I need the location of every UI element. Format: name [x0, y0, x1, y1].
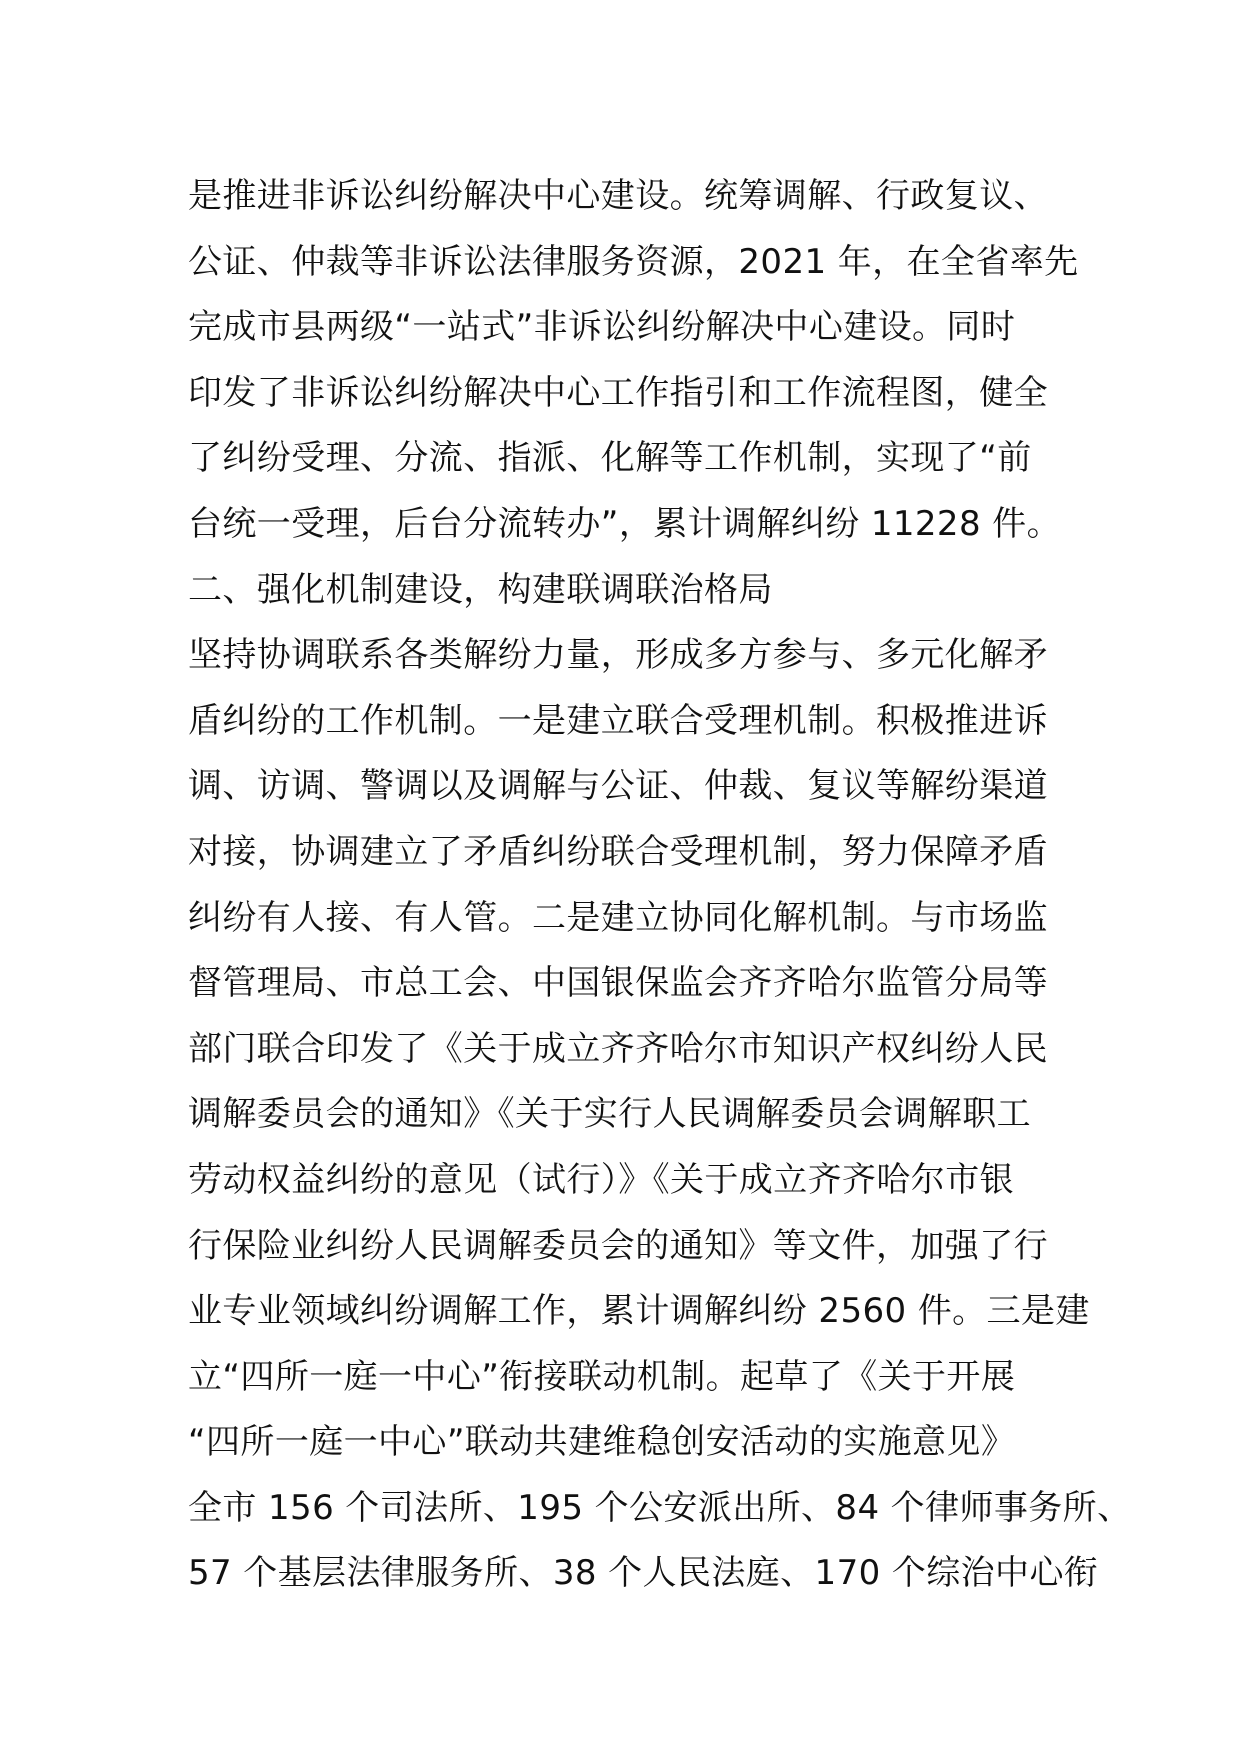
text-line: 57 个基层法律服务所、38 个人民法庭、170 个综治中心衔 [188, 1553, 1099, 1594]
text-line: 全市 156 个司法所、195 个公安派出所、84 个律师事务所、 [188, 1487, 1132, 1528]
text-line: 公证、仲裁等非诉讼法律服务资源，2021 年，在全省率先 [188, 241, 1079, 282]
text-line: 业专业领域纠纷调解工作，累计调解纠纷 2560 件。三是建 [188, 1291, 1090, 1332]
text-line: 是推进非诉讼纠纷解决中心建设。统筹调解、行政复议、 [188, 176, 1048, 216]
text-line: 盾纠纷的工作机制。一是建立联合受理机制。积极推进诉 [188, 700, 1048, 741]
text-line: 对接，协调建立了矛盾纠纷联合受理机制，努力保障矛盾 [188, 831, 1048, 872]
text-line: 坚持协调联系各类解纷力量，形成多方参与、多元化解矛 [188, 635, 1048, 676]
text-line: 了纠纷受理、分流、指派、化解等工作机制，实现了“前 [188, 438, 1032, 479]
text-line: 纠纷有人接、有人管。二是建立协同化解机制。与市场监 [188, 897, 1048, 938]
text-line: “四所一庭一中心”联动共建维稳创安活动的实施意见》 [188, 1422, 1016, 1463]
text-line: 督管理局、市总工会、中国银保监会齐齐哈尔监管分局等 [188, 963, 1048, 1004]
text-line: 台统一受理，后台分流转办”，累计调解纠纷 11228 件。 [188, 503, 1061, 544]
body-text [188, 164, 1132, 1607]
text-line: 行保险业纠纷人民调解委员会的通知》等文件，加强了行 [188, 1225, 1048, 1266]
section-heading: 二、强化机制建设，构建联调联治格局 [188, 569, 773, 610]
text-line: 印发了非诉讼纠纷解决中心工作指引和工作流程图，健全 [188, 372, 1048, 413]
text-line: 立“四所一庭一中心”衔接联动机制。起草了《关于开展 [188, 1356, 1016, 1397]
text-line: 部门联合印发了《关于成立齐齐哈尔市知识产权纠纷人民 [188, 1028, 1048, 1069]
text-line: 调解委员会的通知》《关于实行人民调解委员会调解职工 [188, 1094, 1031, 1135]
text-line: 完成市县两级“一站式”非诉讼纠纷解决中心建设。同时 [188, 307, 1016, 348]
text-line: 劳动权益纠纷的意见（试行）》《关于成立齐齐哈尔市银 [188, 1159, 1014, 1200]
text-line: 调、访调、警调以及调解与公证、仲裁、复议等解纷渠道 [188, 766, 1048, 807]
